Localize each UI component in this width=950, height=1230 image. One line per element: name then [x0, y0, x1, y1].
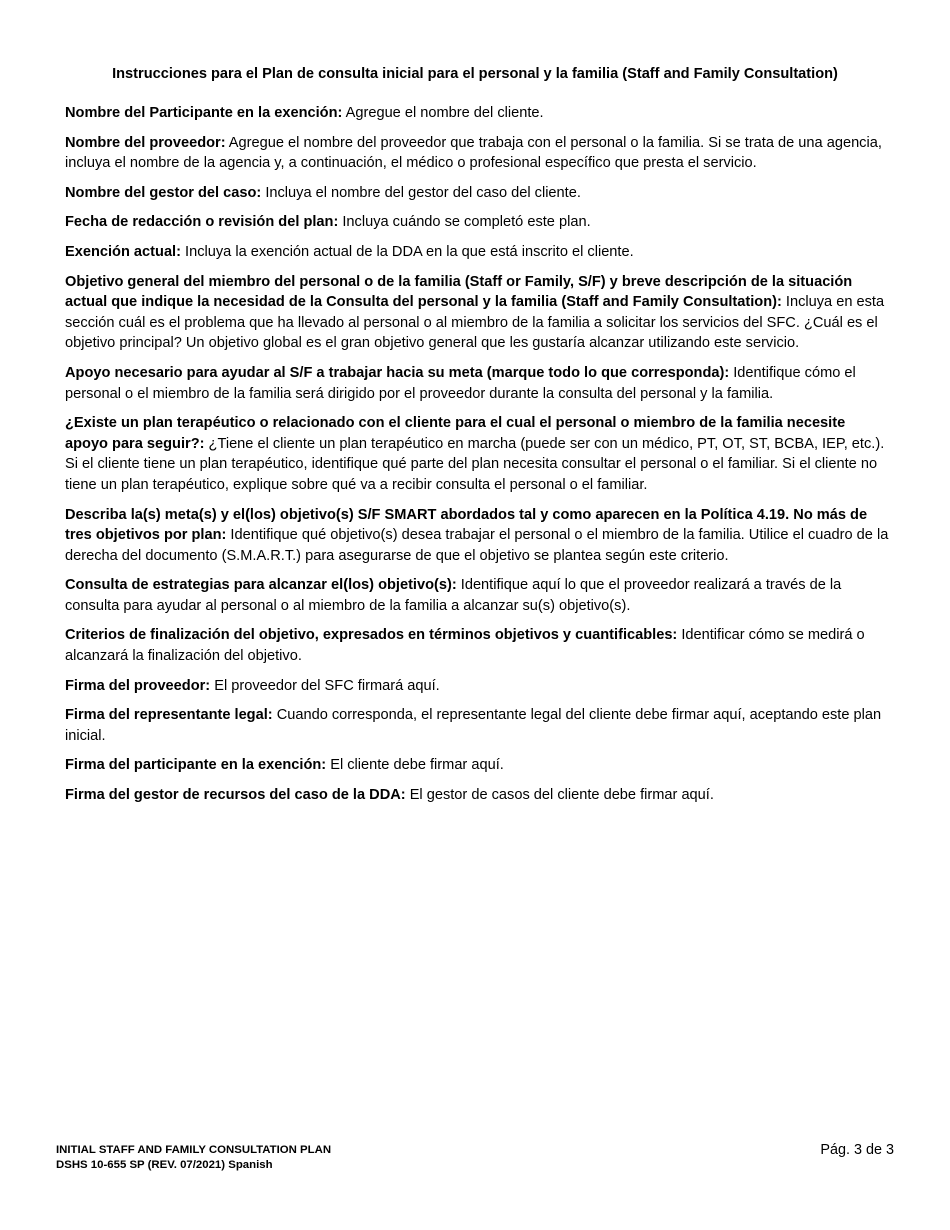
instruction-participant-name — [65, 103, 890, 124]
instruction-label: Objetivo general del miembro del personal o de la familia (Staff or Family, S/F) y breve descripción de la situación actual que indique la necesidad de la Consulta del personal y la familia (Staff and Family Consultation): — [65, 273, 853, 311]
instruction-label: Criterios de finalización del objetivo, expresados en términos objetivos y cuantificables: — [65, 627, 678, 644]
instruction-label: Describa la(s) meta(s) y el(los) objetivo(s) S/F SMART abordados tal y como aparecen en la Política 4.19. No más de tres objetivos por plan: — [65, 506, 868, 544]
instruction-text: El cliente debe firmar aquí. — [326, 757, 504, 774]
form-footer — [56, 1143, 331, 1172]
instruction-participant-signature — [65, 755, 890, 776]
instruction-label: Exención actual: — [65, 243, 181, 260]
instruction-text: Identifique aquí lo que el proveedor realizará a través de la consulta para ayudar al personal o al miembro de la familia a alcanzar su(s) objetivo(s). — [65, 577, 842, 614]
instruction-text: El gestor de casos del cliente debe firmar aquí. — [405, 787, 714, 804]
instruction-current-waiver — [65, 242, 890, 263]
instruction-therapeutic-plan — [65, 413, 890, 495]
instruction-text: Identificar cómo se medirá o alcanzará la finalización del objetivo. — [65, 627, 865, 665]
instruction-completion-criteria — [65, 625, 890, 666]
form-name: INITIAL STAFF AND FAMILY CONSULTATION PLAN — [56, 1144, 332, 1156]
instruction-plan-date — [65, 212, 890, 233]
instruction-label: Firma del participante en la exención: — [65, 757, 327, 774]
instruction-text: Incluya cuándo se completó este plan. — [338, 214, 591, 231]
instruction-text: Incluya el nombre del gestor del caso del cliente. — [261, 184, 581, 201]
instructions-list — [65, 103, 890, 815]
page-number: Pág. 3 de 3 — [820, 1142, 894, 1158]
instruction-text: Identifique cómo el personal o el miembro de la familia será dirigido por el proveedor durante la consulta del personal y la familia. — [65, 364, 856, 402]
instruction-case-manager-signature — [65, 785, 890, 806]
instruction-strategies — [65, 575, 890, 616]
instruction-overall-goal — [65, 272, 890, 354]
instruction-text: Cuando corresponda, el representante legal del cliente debe firmar aquí, aceptando este plan inicial. — [65, 707, 882, 744]
instruction-text: Identifique qué objetivo(s) desea trabajar el personal o el miembro de la familia. Utilice el cuadro de la derecha del documento (S.M.A.R.T.) para asegurarse de que el objetivo se plantea según este criterio. — [65, 527, 889, 564]
instruction-label: Apoyo necesario para ayudar al S/F a trabajar hacia su meta (marque todo lo que corresponda): — [65, 364, 730, 381]
instruction-provider-name — [65, 133, 890, 174]
instruction-text: ¿Tiene el cliente un plan terapéutico en marcha (puede ser con un médico, PT, OT, ST, BCBA, IEP, etc.). Si el cliente tiene un plan terapéutico, identifique qué parte del plan necesita consultar el personal o el familiar. Si el cliente no tiene un plan terapéutico, explique sobre qué va a recibir consulta el personal o el familiar. — [65, 435, 885, 493]
instruction-text: Agregue el nombre del cliente. — [342, 105, 544, 121]
instruction-provider-signature — [65, 676, 890, 697]
instruction-text: Incluya en esta sección cuál es el problema que ha llevado al personal o al miembro de la familia a solicitar los servicios del SFC. ¿Cuál es el objetivo principal? Un objetivo global es el gran objetivo general que les gustaría alcanzar utilizando este servicio. — [65, 294, 885, 352]
form-number: DSHS 10-655 SP (REV. 07/2021) Spanish — [56, 1158, 273, 1171]
instruction-label: Firma del representante legal: — [65, 707, 273, 724]
instruction-text: Incluya la exención actual de la DDA en la que está inscrito el cliente. — [180, 243, 634, 260]
instruction-legal-rep-signature — [65, 705, 890, 746]
instruction-label: Consulta de estrategias para alcanzar el(los) objetivo(s): — [65, 577, 457, 594]
instruction-smart-goals — [65, 505, 890, 567]
instruction-text: Agregue el nombre del proveedor que trabaja con el personal o la familia. Si se trata de una agencia, incluya el nombre de la agencia y, a continuación, el médico o profesional específico que presta el servicio. — [65, 134, 882, 172]
instruction-support-needed — [65, 363, 890, 404]
instruction-label: Firma del gestor de recursos del caso de la DDA: — [65, 787, 406, 804]
instruction-label: Nombre del proveedor: — [65, 134, 226, 151]
instruction-label: Nombre del gestor del caso: — [65, 184, 262, 201]
page-title: Instrucciones para el Plan de consulta inicial para el personal y la familia (Staff and Family Consultation) — [112, 66, 838, 82]
instruction-text: El proveedor del SFC firmará aquí. — [210, 677, 440, 694]
instruction-label: Fecha de redacción o revisión del plan: — [65, 214, 339, 231]
instruction-label: Nombre del Participante en la exención: — [65, 105, 343, 121]
instruction-label: Firma del proveedor: — [65, 677, 211, 694]
instruction-label: ¿Existe un plan terapéutico o relacionado con el cliente para el cual el personal o miembro de la familia necesite apoyo para seguir?: — [65, 415, 846, 452]
instruction-case-manager-name — [65, 183, 890, 204]
